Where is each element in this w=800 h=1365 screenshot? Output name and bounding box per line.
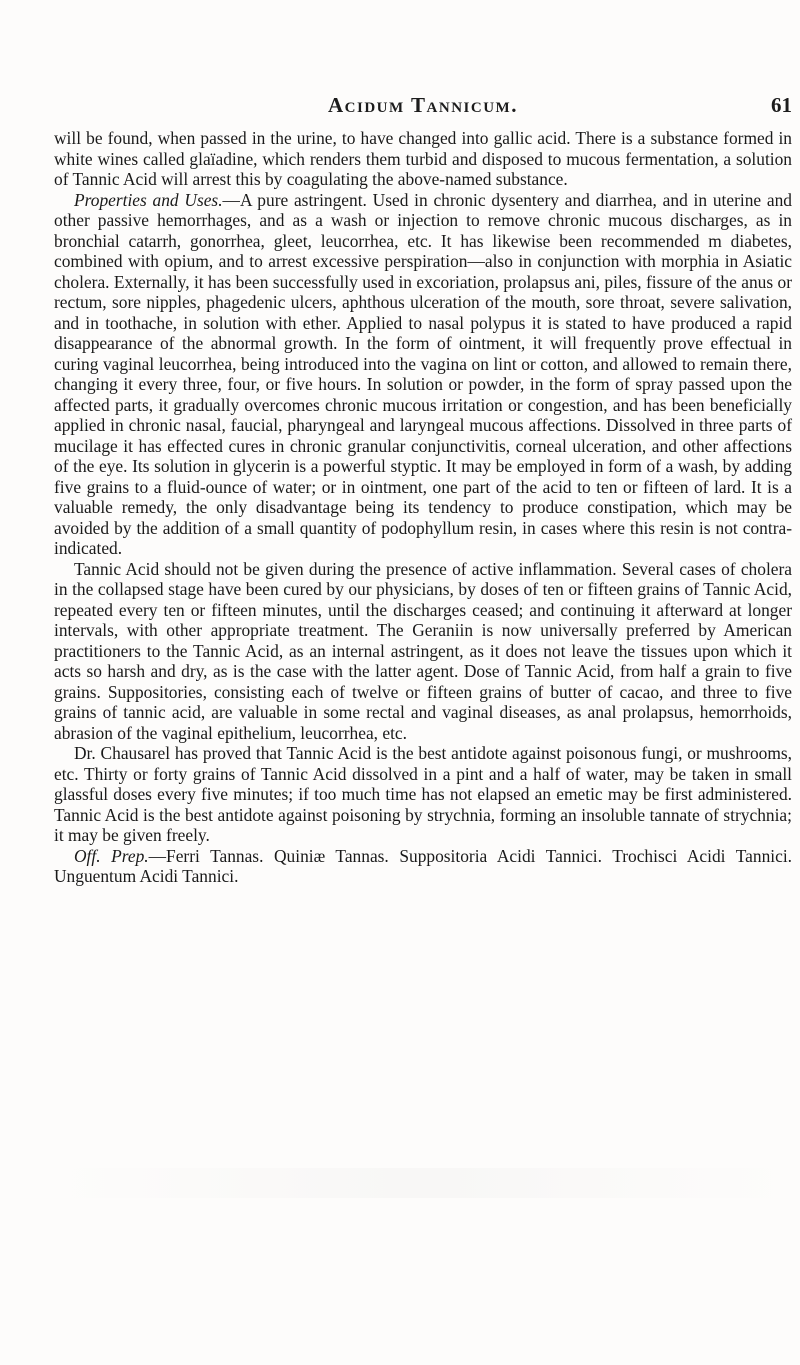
paragraph	[54, 846, 792, 887]
paragraph	[54, 743, 792, 846]
running-title: Acidum Tannicum.	[328, 93, 518, 117]
paragraph-text: Dr. Chausarel has proved that Tannic Acid is the best antidote against poisonous fungi, or mushrooms, etc. Thirty or forty grains of Tannic Acid dissolved in a pint and a half of water, may be taken in small glassful doses every five minutes; if too much time has not elapsed an emetic may be first administered. Tannic Acid is the best antidote against poisoning by strychnia, forming an insoluble tannate of strychnia; it may be given freely.	[54, 743, 792, 845]
paragraph	[54, 190, 792, 559]
show-through-texture	[54, 1168, 792, 1198]
paragraph-text: —A pure astringent. Used in chronic dysentery and diarrhea, and in uterine and other passive hemorrhages, and as a wash or injection to remove chronic mucous discharges, as in bronchial catarrh, gonorrhea, gleet, leucorrhea, etc. It has likewise been recommended m diabetes, combined with opium, and to arrest excessive perspiration—also in conjunction with morphia in Asiatic cholera. Externally, it has been successfully used in excoriation, prolapsus ani, piles, fissure of the anus or rectum, sore nipples, phagedenic ulcers, aphthous ulceration of the mouth, sore throat, severe salivation, and in toothache, in solution with ether. Applied to nasal polypus it is stated to have produced a rapid disappearance of the abnormal growth. In the form of ointment, it will frequently prove effectual in curing vaginal leucorrhea, being introduced into the vagina on lint or cotton, and allowed to remain there, changing it every three, four, or five hours. In solution or powder, in the form of spray passed upon the affected parts, it gradually overcomes chronic mucous irritation or congestion, and has been beneficially applied in chronic nasal, faucial, pharyngeal and laryngeal mucous affections. Dissolved in three parts of mucilage it has effected cures in chronic granular conjunctivitis, corneal ulceration, and other affections of the eye. Its solution in glycerin is a powerful styptic. It may be employed in form of a wash, by adding five grains to a fluid-ounce of water; or in ointment, one part of the acid to ten or fifteen of lard. It is a valuable remedy, the only disadvantage being its tendency to produce constipation, which may be avoided by the addition of a small quantity of podophyllum resin, in cases where this resin is not contra-indicated.	[54, 189, 792, 558]
paragraph-text: —Ferri Tannas. Quiniæ Tannas. Suppositoria Acidi Tannici. Trochisci Acidi Tannici. Unguentum Acidi Tannici.	[54, 845, 792, 886]
page-number: 61	[771, 93, 792, 117]
run-in-heading: Off. Prep.	[74, 845, 149, 866]
paragraph	[54, 559, 792, 744]
run-in-heading: Properties and Uses.	[74, 189, 223, 210]
paragraph-text: will be found, when passed in the urine, to have changed into gallic acid. There is a substance formed in white wines called glaïadine, which renders them turbid and disposed to mucous fermentation, a solution of Tannic Acid will arrest this by coagulating the above-named substance.	[54, 128, 792, 189]
paragraph-text: Tannic Acid should not be given during the presence of active inflammation. Several cases of cholera in the collapsed stage have been cured by our physicians, by doses of ten or fifteen grains of Tannic Acid, repeated every ten or fifteen minutes, until the discharges ceased; and continuing it afterward at longer intervals, with other appropriate treatment. The Geraniin is now universally preferred by American practitioners to the Tannic Acid, as an internal astringent, as it does not leave the tissues upon which it acts so harsh and dry, as is the case with the latter agent. Dose of Tannic Acid, from half a grain to five grains. Suppositories, consisting each of twelve or fifteen grains of butter of cacao, and three to five grains of tannic acid, are valuable in some rectal and vaginal diseases, as anal prolapsus, hemorrhoids, abrasion of the vaginal epithelium, leucorrhea, etc.	[54, 558, 792, 743]
body-text	[54, 128, 792, 887]
page-header	[54, 93, 792, 123]
paragraph	[54, 128, 792, 190]
